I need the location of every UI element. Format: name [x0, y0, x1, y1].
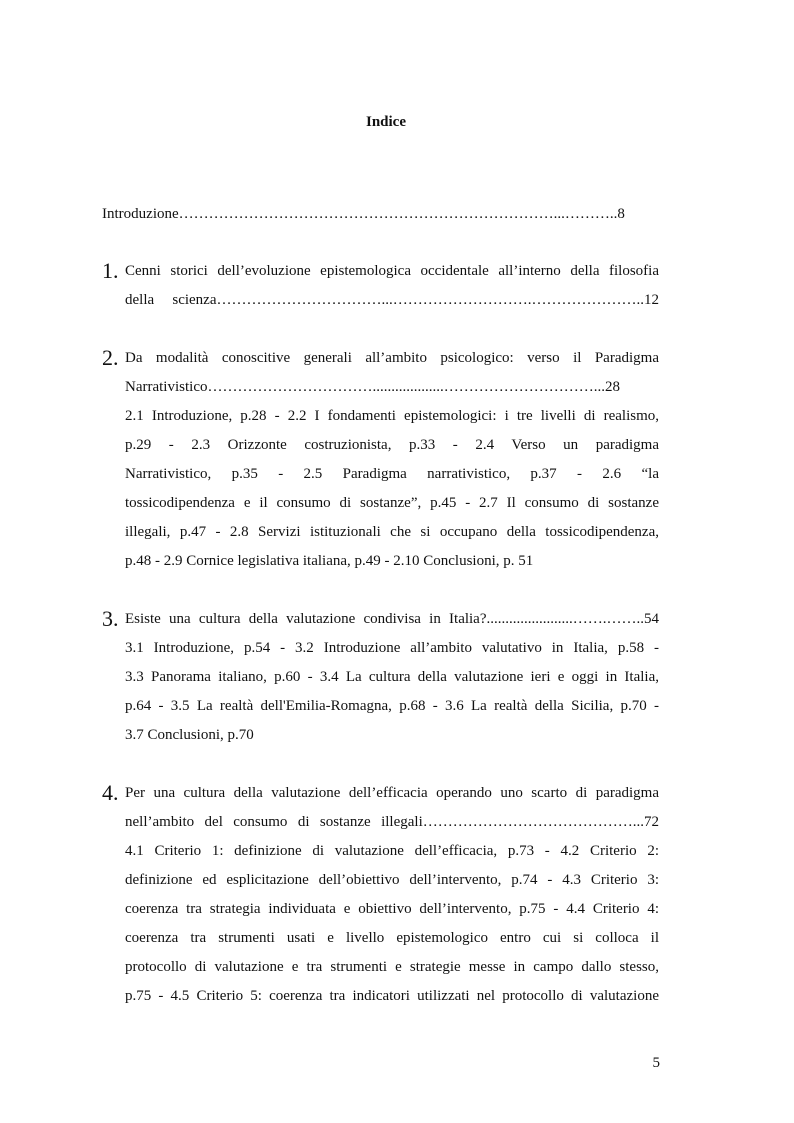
subsection-line: tossicodipendenza e il consumo di sostanze”, p.45 - 2.7 Il consumo di sostanze	[125, 495, 659, 511]
subsection-line: p.64 - 3.5 La realtà dell'Emilia-Romagna, p.68 - 3.6 La realtà della Sicilia, p.70 -	[125, 698, 659, 714]
subsection-line: coerenza tra strategia individuata e obiettivo dell’intervento, p.75 - 4.4 Criterio 4:	[125, 901, 659, 917]
chapter-subsections	[102, 837, 659, 1011]
table-of-contents	[102, 200, 659, 1040]
subsection-line: protocollo di valutazione e tra strumenti e strategie messe in campo dallo stesso,	[125, 959, 659, 975]
subsection-line: p.29 - 2.3 Orizzonte costruzionista, p.33 - 2.4 Verso un paradigma	[125, 437, 659, 453]
toc-chapter-4	[102, 779, 659, 1011]
chapter-title-line: Per una cultura della valutazione dell’efficacia operando uno scarto di paradigma	[125, 785, 659, 801]
subsection-line: 4.1 Criterio 1: definizione di valutazione dell’efficacia, p.73 - 4.2 Criterio 2:	[125, 843, 659, 859]
chapter-title-line: Cenni storici dell’evoluzione epistemologica occidentale all’interno della filosofia	[125, 263, 659, 279]
subsection-line: 2.1 Introduzione, p.28 - 2.2 I fondamenti epistemologici: i tre livelli di realismo,	[125, 408, 659, 424]
chapter-title-line: Da modalità conoscitive generali all’ambito psicologico: verso il Paradigma	[125, 350, 659, 366]
toc-chapter-1	[102, 257, 659, 315]
subsection-line: 3.3 Panorama italiano, p.60 - 3.4 La cultura della valutazione ieri e oggi in Italia,	[125, 669, 659, 685]
chapter-title-line: Narrativistico……………………………...................…………………………...28	[125, 379, 620, 395]
page-number: 5	[652, 1055, 660, 1071]
subsection-line: 3.7 Conclusioni, p.70	[125, 727, 254, 743]
subsection-line: illegali, p.47 - 2.8 Servizi istituzionali che si occupano della tossicodipendenza,	[125, 524, 659, 540]
subsection-line: p.75 - 4.5 Criterio 5: coerenza tra indicatori utilizzati nel protocollo di valutazione	[125, 988, 659, 1004]
toc-chapter-2	[102, 344, 659, 576]
subsection-line: 3.1 Introduzione, p.54 - 3.2 Introduzione all’ambito valutativo in Italia, p.58 -	[125, 640, 659, 656]
chapter-number: 2.	[102, 345, 119, 370]
page-title: Indice	[365, 114, 406, 130]
subsection-line: Narrativistico, p.35 - 2.5 Paradigma narrativistico, p.37 - 2.6 “la	[125, 466, 659, 482]
chapter-title-line: della scienza……………………………...……………………….…………………..12	[125, 292, 659, 308]
subsection-line: p.48 - 2.9 Cornice legislativa italiana, p.49 - 2.10 Conclusioni, p. 51	[125, 553, 534, 569]
subsection-line: coerenza tra strumenti usati e livello epistemologico entro cui si colloca il	[125, 930, 659, 946]
chapter-subsections	[102, 634, 659, 750]
chapter-number: 4.	[102, 780, 119, 805]
chapter-title-line: nell’ambito del consumo di sostanze illegali……………………………………...72	[125, 814, 659, 830]
chapter-subsections	[102, 402, 659, 576]
chapter-title-line: Esiste una cultura della valutazione condivisa in Italia?.......................…….……..54	[125, 611, 659, 627]
toc-entry-introduction: Introduzione…………………………………………………………………...………..8	[102, 206, 625, 222]
subsection-line: definizione ed esplicitazione dell’obiettivo dell’intervento, p.74 - 4.3 Criterio 3:	[125, 872, 659, 888]
toc-chapter-3	[102, 605, 659, 750]
chapter-number: 1.	[102, 258, 119, 283]
chapter-number: 3.	[102, 606, 119, 631]
